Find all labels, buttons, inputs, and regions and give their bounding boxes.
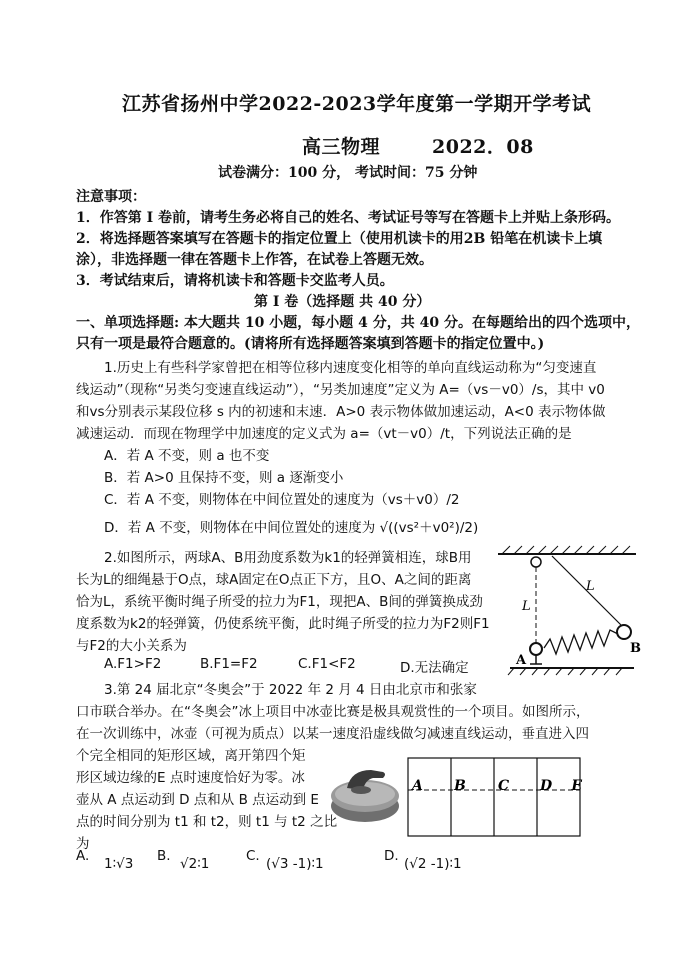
section-instruction: 只有一项是最符合题意的。(请将所有选择题答案填到答题卡的指定位置中。) <box>76 336 545 352</box>
q1-option-d: D．若 A 不变，则物体在中间位置处的速度为 √((vs²＋v0²)/2) <box>104 520 479 536</box>
q3-option-c-letter: C. <box>246 848 260 864</box>
q2-option-c: C.F1<F2 <box>298 656 356 672</box>
region-label-d: D <box>540 778 553 794</box>
note-item: 2．将选择题答案填写在答题卡的指定位置上（使用机读卡的用2B 铅笔在机读卡上填 <box>76 231 603 247</box>
q3-option-a-value: 1∶√3 <box>104 856 134 872</box>
exam-info: 试卷满分：100 分， 考试时间：75 分钟 <box>218 165 478 181</box>
q2-option-a: A.F1>F2 <box>104 656 162 672</box>
region-label-a: A <box>412 778 423 794</box>
curling-regions-diagram <box>406 756 586 838</box>
section-heading: 第 I 卷（选择题 共 40 分） <box>254 294 431 310</box>
q3-option-d-value: (√2 -1)∶1 <box>404 856 462 872</box>
q2-line: 与F2的大小关系为 <box>76 638 187 654</box>
q1-option-c: C．若 A 不变，则物体在中间位置处的速度为（vs＋v0）/2 <box>104 492 460 508</box>
q2-line: 长为L的细绳悬于O点，球A固定在O点正下方，且O、A之间的距离 <box>76 572 472 588</box>
exam-subject: 高三物理 <box>302 136 381 158</box>
note-item: 3．考试结束后，请将机读卡和答题卡交监考人员。 <box>76 273 394 289</box>
region-label-c: C <box>498 778 510 794</box>
q3-option-d-letter: D. <box>384 848 399 864</box>
q1-option-a: A．若 A 不变，则 a 也不变 <box>104 448 270 464</box>
q3-line: 在一次训练中，冰壶（可视为质点）以某一速度沿虚线做匀减速直线运动，垂直进入四 <box>76 726 589 742</box>
figure-label-a: A <box>516 653 527 668</box>
exam-date: 2022．08 <box>432 136 534 158</box>
q3-line: 个完全相同的矩形区域，离开第四个矩 <box>76 748 306 764</box>
curling-stone-image <box>325 758 405 828</box>
figure-label-b: B <box>630 641 641 656</box>
q3-line: 3.第 24 届北京“冬奥会”于 2022 年 2 月 4 日由北京市和张家 <box>104 682 477 698</box>
note-item: 涂），非选择题一律在答题卡上作答，在试卷上答题无效。 <box>76 252 433 268</box>
q1-option-b: B．若 A>0 且保持不变，则 a 逐渐变小 <box>104 470 344 486</box>
region-label-e: E <box>571 778 582 794</box>
q3-option-b-value: √2∶1 <box>180 856 210 872</box>
q2-option-d: D.无法确定 <box>400 660 469 676</box>
figure-label-l: L <box>522 599 531 614</box>
q1-line: 和vs分别表示某段位移 s 内的初速和末速．A>0 表示物体做加速运动，A<0 表示物体做 <box>76 404 606 420</box>
q2-line: 度系数为k2的轻弹簧，仍使系统平衡，此时绳子所受的拉力为F2则F1 <box>76 616 490 632</box>
exam-title: 江苏省扬州中学2022-2023学年度第一学期开学考试 <box>122 93 592 115</box>
q3-option-a-letter: A. <box>76 848 90 864</box>
q3-line: 点的时间分别为 t1 和 t2，则 t1 与 t2 之比 <box>76 814 338 830</box>
q3-option-c-value: (√3 -1)∶1 <box>266 856 324 872</box>
spring-rope-diagram <box>492 540 642 680</box>
q1-line: 线运动”（现称“另类匀变速直线运动”），“另类加速度”定义为 A=（vs－v0）/s，其中 v0 <box>76 382 605 398</box>
section-instruction: 一、单项选择题: 本大题共 10 小题，每小题 4 分，共 40 分。在每题给出的四个选项中， <box>76 315 640 331</box>
q2-option-b: B.F1=F2 <box>200 656 258 672</box>
q3-line: 为 <box>76 836 90 852</box>
q2-line: 恰为L，系统平衡时绳子所受的拉力为F1，现把A、B间的弹簧换成劲 <box>76 594 483 610</box>
q1-line: 1.历史上有些科学家曾把在相等位移内速度变化相等的单向直线运动称为“匀变速直 <box>104 360 597 376</box>
note-item: 1．作答第 I 卷前，请考生务必将自己的姓名、考试证号等写在答题卡上并贴上条形码。 <box>76 210 621 226</box>
q3-option-b-letter: B. <box>157 848 171 864</box>
region-label-b: B <box>454 778 466 794</box>
q1-line: 减速运动．而现在物理学中加速度的定义式为 a=（vt－v0）/t，下列说法正确的是 <box>76 426 572 442</box>
notes-heading: 注意事项： <box>76 189 146 205</box>
q3-line: 壶从 A 点运动到 D 点和从 B 点运动到 E <box>76 792 319 808</box>
figure-label-l: L <box>586 579 595 594</box>
q3-line: 形区域边缘的E 点时速度恰好为零。冰 <box>76 770 305 786</box>
q2-line: 2.如图所示，两球A、B用劲度系数为k1的轻弹簧相连，球B用 <box>104 550 472 566</box>
q3-line: 口市联合举办。在“冬奥会”冰上项目中冰壶比赛是极具观赏性的一个项目。如图所示， <box>76 704 590 720</box>
